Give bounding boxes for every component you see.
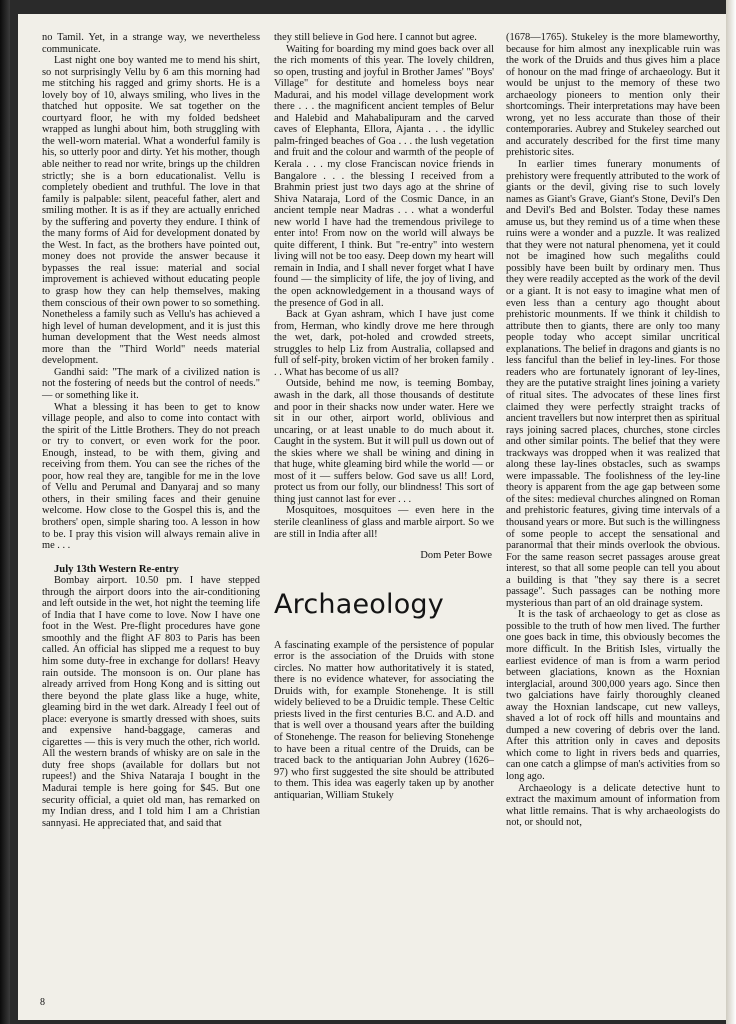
page-edge xyxy=(726,0,736,1024)
paragraph: (1678—1765). Stukeley is the more blameworthy, because for him almost any inexplicable ruin was the work of the Druids and thus gives him a place of honour on the mad fringe of archaeology. But it would be unjust to the memory of these two archaeology pioneers to mention only their shortcomings. Their interpretations may have been wrong, yet no less accurate than those of their contemporaries. Aubrey and Stukeley searched out and accurately described for the first time many prehistoric sites. xyxy=(506,32,720,159)
paragraph: Last night one boy wanted me to mend his shirt, so not surprisingly Vellu by 6 am this morning had me stitching his ragged and grimy shorts. He is a lovely boy of 10, always smiling, who lives in the thatched hut opposite. We sat together on the courtyard floor, he with my folded bedsheet wrapped as lunghi about him, both struggling with the well-worn material. What a wonderful family is his, so utterly poor and dirty. Yet his mother, though able neither to read nor write, brings up the children strictly; she is a born educationalist. Vellu is completely obedient and truthful. The love in that family is palpable: silent, peaceful father, alert and smiling mother. It is as if they are actually enriched by the suffering and poverty they endure. I think of the many forms of Aid for development donated by the West. In fact, as the brothers have pointed out, money does not provide the answer because it bypasses the real issue: material and social improvement is achieved without educating people to grasp how they can help themselves, making them conscious of their own power to so something. Nonetheless a family such as Vellu's has achieved a high level of human development, and it is just this human development that the West needs almost more than the "Third World" needs material development. xyxy=(42,55,260,367)
paragraph: Outside, behind me now, is teeming Bombay, awash in the dark, all those thousands of destitute and poor in their shacks now under water. Here we sit in our other, airport world, oblivious and uncaring, or at least unable to do much about it. Caught in the system. But it will pull us down out of the skies where we shall be wining and dining in that huge, white gleaming bird while the world — or most of it — suffers below. God save us all! Lord, protect us from our folly, our blindness! This sort of thing just cannot last for ever . . . xyxy=(274,378,494,505)
paragraph: Gandhi said: "The mark of a civilized nation is not the fostering of needs but the control of needs." — or something like it. xyxy=(42,366,260,401)
spacer xyxy=(42,552,260,564)
paragraph: Waiting for boarding my mind goes back over all the rich moments of this year. The lovely children, so open, trusting and joyful in Brother James' "Boys' Village" for destitute and homeless boys near Madurai, and his model village development work there . . . the magnificent ancient temples of Belur and Halebid and Mahabalipuram and the carved caves of Elephanta, Ellora, Ajanta . . . the idyllic palm-fringed beaches of Goa . . . the lush vegetation and fruit and the colour and warmth of the people of Kerala . . . my close Franciscan novice friends in Bangalore . . . the blessing I received from a Brahmin priest just two days ago at the shrine of Shiva Nataraja, Lord of the Cosmic Dance, in an ancient temple near Madras . . . what a wonderful new world I have had the tremendous privilege to enter into! From now on the world will always be quite different, I think. But "re-entry" into western living will not be too easy. Deep down my heart will remain in India, and I shall never forget what I have found — the simplicity of life, the joy of living, and the open acknowledgement in a thousand ways of the presence of God in all. xyxy=(274,43,494,309)
paragraph: What a blessing it has been to get to know village people, and also to come into contact with the spirit of the Little Brothers. They do not preach or try to convert, or even work for the poor. Enough, instead, to be with them, giving and receiving from them. You can see the riches of the poor, how real they are, tangible for me in the love of Vellu and Perumal and Danyaraj and so many others, in their smiling faces and their genuine welcome. How close to the Gospel this is, and the brothers' open, simple sharing too. A lesson in how to be. I pray this vision will always remain alive in me . . . xyxy=(42,401,260,552)
paragraph: Bombay airport. 10.50 pm. I have stepped through the airport doors into the air-conditioning and left outside in the wet, hot night the teeming life of India that I have come to love. Now I have one foot in the West. Pre-flight procedures have gone smoothly and the flight AF 803 to Paris has been called. An official has slipped me a request to buy him some duty-free in exchange for dollars! Heavy rain outside. The monsoon is on. Our plane has already arrived from Hong Kong and is sitting out there beyond the plate glass like a huge, white, gleaming bird in the wet dark. Already I feel out of place: everyone is smartly dressed with shoes, suits and expensive hand-baggage, cameras and cigarettes — this is very much the other, rich world. All the western brands of whisky are on sale in the duty free shops (available for dollars but not rupees!) and the Shiva Nataraja I bought in the Madurai temple is here going for $45. But one security official, a quiet old man, has remarked on my Indian dress, and I told him I am a Christian sannyasi. He appreciated that, and said that xyxy=(42,575,260,829)
book-spine-shadow xyxy=(0,0,10,1024)
paragraph: they still believe in God here. I cannot but agree. xyxy=(274,32,477,43)
paragraph: Archaeology is a delicate detective hunt to extract the maximum amount of information from what little remains. That is why archaeologists do not, or should not, xyxy=(506,782,720,829)
paragraph: It is the task of archaeology to get as close as possible to the truth of how men lived. The further one goes back in time, this obviously becomes the more difficult. In the British Isles, virtually the earliest evidence of man is from a warm period between glaciations, known as the Hoxnian interglacial, around 300,000 years ago. Since then two galciations have fairly thoroughly cleaned away the Hoxnian landscape, cut new valleys, shaved a lot of rock off hills and mountains and dumped a new covering of debris over the land. After this attrition only in caves and deposits which come to light in rivers beds and quarries, can one catch a glimpse of man's activities from so long ago. xyxy=(506,609,720,782)
paragraph: no Tamil. Yet, in a strange way, we nevertheless communicate. xyxy=(42,32,260,55)
paragraph: Mosquitoes, mosquitoes — even here in the sterile cleanliness of glass and marble airport. So we are still in India after all! xyxy=(274,505,494,540)
section-title: Archaeology xyxy=(274,588,444,620)
paragraph: A fascinating example of the persistence of popular error is the association of the Druids with stone circles. No matter how authoritatively it is stated, there is no evidence whatever, for associating the Druids with, for example Stonehenge. It is still widely believed to be a Druidic temple. These Celtic priests lived in the first centuries B.C. and A.D. and that is well over a thousand years after the building of Stonehenge. The reason for believing Stonehenge to have been a ritual centre of the Druids, can be traced back to the antiquarian John Aubrey (1626–97) who first suggested the site should be attributed to them. This idea was eagerly taken up by another antiquarian, William Stukely xyxy=(274,639,494,801)
diary-entry-heading: July 13th Western Re-entry xyxy=(54,563,179,575)
paragraph: In earlier times funerary monuments of prehistory were frequently attributed to the work of giants or the devil, giving rise to such lovely names as Giant's Grave, Giant's Stone, Devil's Den and Devil's Bed and Bolster. Today these names amuse us, but they remind us of a time when these ruins were a wonder and a puzzle. It was realized that they were not natural phenomena, yet it could not be imagined how such megaliths could possibly have been built by ordinary men. Thus they were readily accepted as the work of the devil or a giant. It is not easy to imagine what men of even less than a century ago thought about prehistoric mounments. If we think it childish to attribute then to giants, there are only too many people today who accept similar uncritical explanations. The belief in dragons and giants is no less fanciful than the belief in ley-lines. For those readers who are fortunately ignorant of ley-lines, they are the putative straight lines joining a variety of ritual sites. The advocates of these lines first claimed they were perfectly straight tracks of ancient travellers but now interpret then as spiritual rays joining sacred places, churches, stone circles and other similar points. The belief that they were trackways was dropped when it was realized that along these lay-lines obstacles, such as swamps were impassable. The foolishness of the ley-line theory is apparent from the age gap between some of the sites: medieval churches alingned on Roman and prehistoric features, giving time intervals of a thousand years or more. But such is the willingness of some people to accept the sensational and paranormal that their minds overlook the obvious. For the same reason secret passages arouse great interest, so that all some people can tell you about a building is that "they say there is a secret passage". Such passages can be nothing more mysterious than part of an old drainage system. xyxy=(506,159,720,609)
paragraph: Back at Gyan ashram, which I have just come from, Herman, who kindly drove me here through the wet, dark, pot-holed and crowded streets, struggles to help Liz from Australia, collapsed and full of self-pity, broken victim of her broken family . . . What has become of us all? xyxy=(274,309,494,378)
page-number: 8 xyxy=(40,997,45,1008)
column-1 xyxy=(42,32,260,829)
author-signature: Dom Peter Bowe xyxy=(420,550,492,562)
column-3 xyxy=(506,32,720,829)
column-2 xyxy=(274,32,494,801)
magazine-page xyxy=(18,14,726,1020)
